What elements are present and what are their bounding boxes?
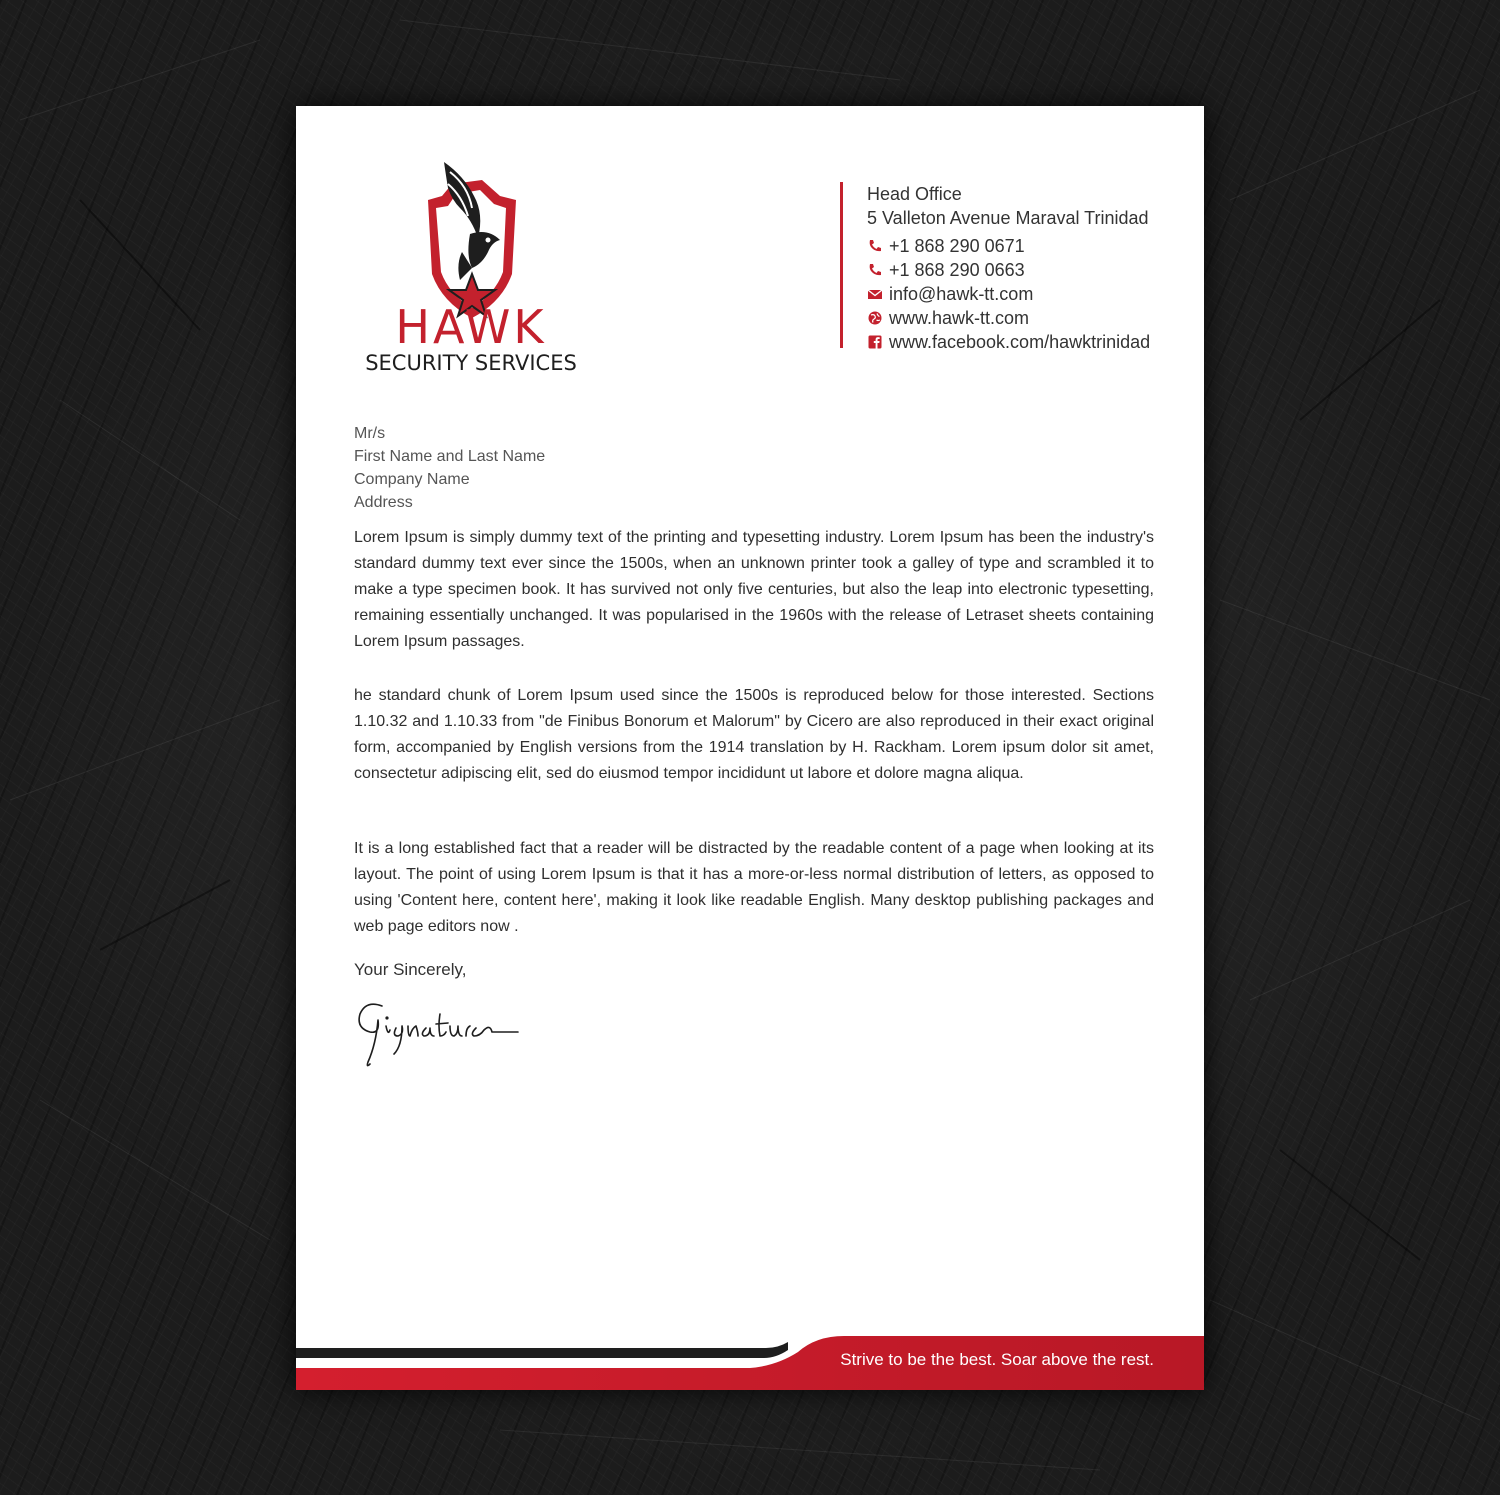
office-address: 5 Valleton Avenue Maraval Trinidad	[867, 208, 1149, 228]
recipient-company: Company Name	[354, 471, 470, 488]
facebook-url: www.facebook.com/hawktrinidad	[889, 332, 1151, 352]
handwritten-signature	[352, 994, 524, 1072]
email-line[interactable]	[867, 282, 1150, 306]
website-url: www.hawk-tt.com	[889, 308, 1030, 328]
recipient-address: Address	[354, 494, 413, 511]
body-paragraph-1: Lorem Ipsum is simply dummy text of the printing and typesetting industry. Lorem Ipsum has been the industry's standard dummy text ever since the 1500s, when an unknown printer took a galley of type and scrambled it to make a type specimen book. It has survived not only five centuries, but also the leap into electronic typesetting, remaining essentially unchanged. It was popularised in the 1960s with the release of Letraset sheets containing Lorem Ipsum passages.	[354, 529, 1154, 650]
email-address: info@hawk-tt.com	[889, 284, 1034, 304]
recipient-block	[354, 422, 545, 514]
body-paragraph-3: It is a long established fact that a reader will be distracted by the readable content of a page when looking at its layout. The point of using Lorem Ipsum is that it has a more-or-less normal distribution of letters, as opposed to using 'Content here, content here', making it look like readable English. Many desktop publishing packages and web page editors now .	[354, 840, 1154, 935]
body-paragraph-2: he standard chunk of Lorem Ipsum used since the 1500s is reproduced below for those interested. Sections 1.10.32 and 1.10.33 from "de Finibus Bonorum et Malorum" by Cicero are also reproduced in their exact original form, accompanied by English versions from the 1914 translation by H. Rackham. Lorem ipsum dolor sit amet, consectetur adipiscing elit, sed do eiusmod tempor incididunt ut labore et dolore magna aliqua.	[354, 687, 1154, 782]
letterhead-page	[296, 106, 1204, 1390]
facebook-icon	[867, 334, 883, 350]
closing-line: Your Sincerely,	[354, 960, 467, 979]
phone-number-2: +1 868 290 0663	[889, 260, 1025, 280]
phone-icon	[867, 238, 883, 254]
phone-line-2[interactable]	[867, 258, 1150, 282]
facebook-line[interactable]	[867, 330, 1150, 354]
phone-icon	[867, 262, 883, 278]
phone-number-1: +1 868 290 0671	[889, 236, 1025, 256]
phone-line-1[interactable]	[867, 234, 1150, 258]
globe-icon	[867, 310, 883, 326]
brand-tagline: SECURITY SERVICES	[365, 351, 577, 375]
website-line[interactable]	[867, 306, 1150, 330]
email-icon	[867, 286, 883, 302]
contact-block	[840, 182, 1151, 352]
office-label: Head Office	[867, 184, 962, 204]
recipient-name: First Name and Last Name	[354, 448, 546, 465]
brand-name: HAWK	[395, 300, 547, 354]
recipient-salutation: Mr/s	[354, 425, 386, 442]
footer-slogan: Strive to be the best. Soar above the rest.	[840, 1350, 1154, 1369]
